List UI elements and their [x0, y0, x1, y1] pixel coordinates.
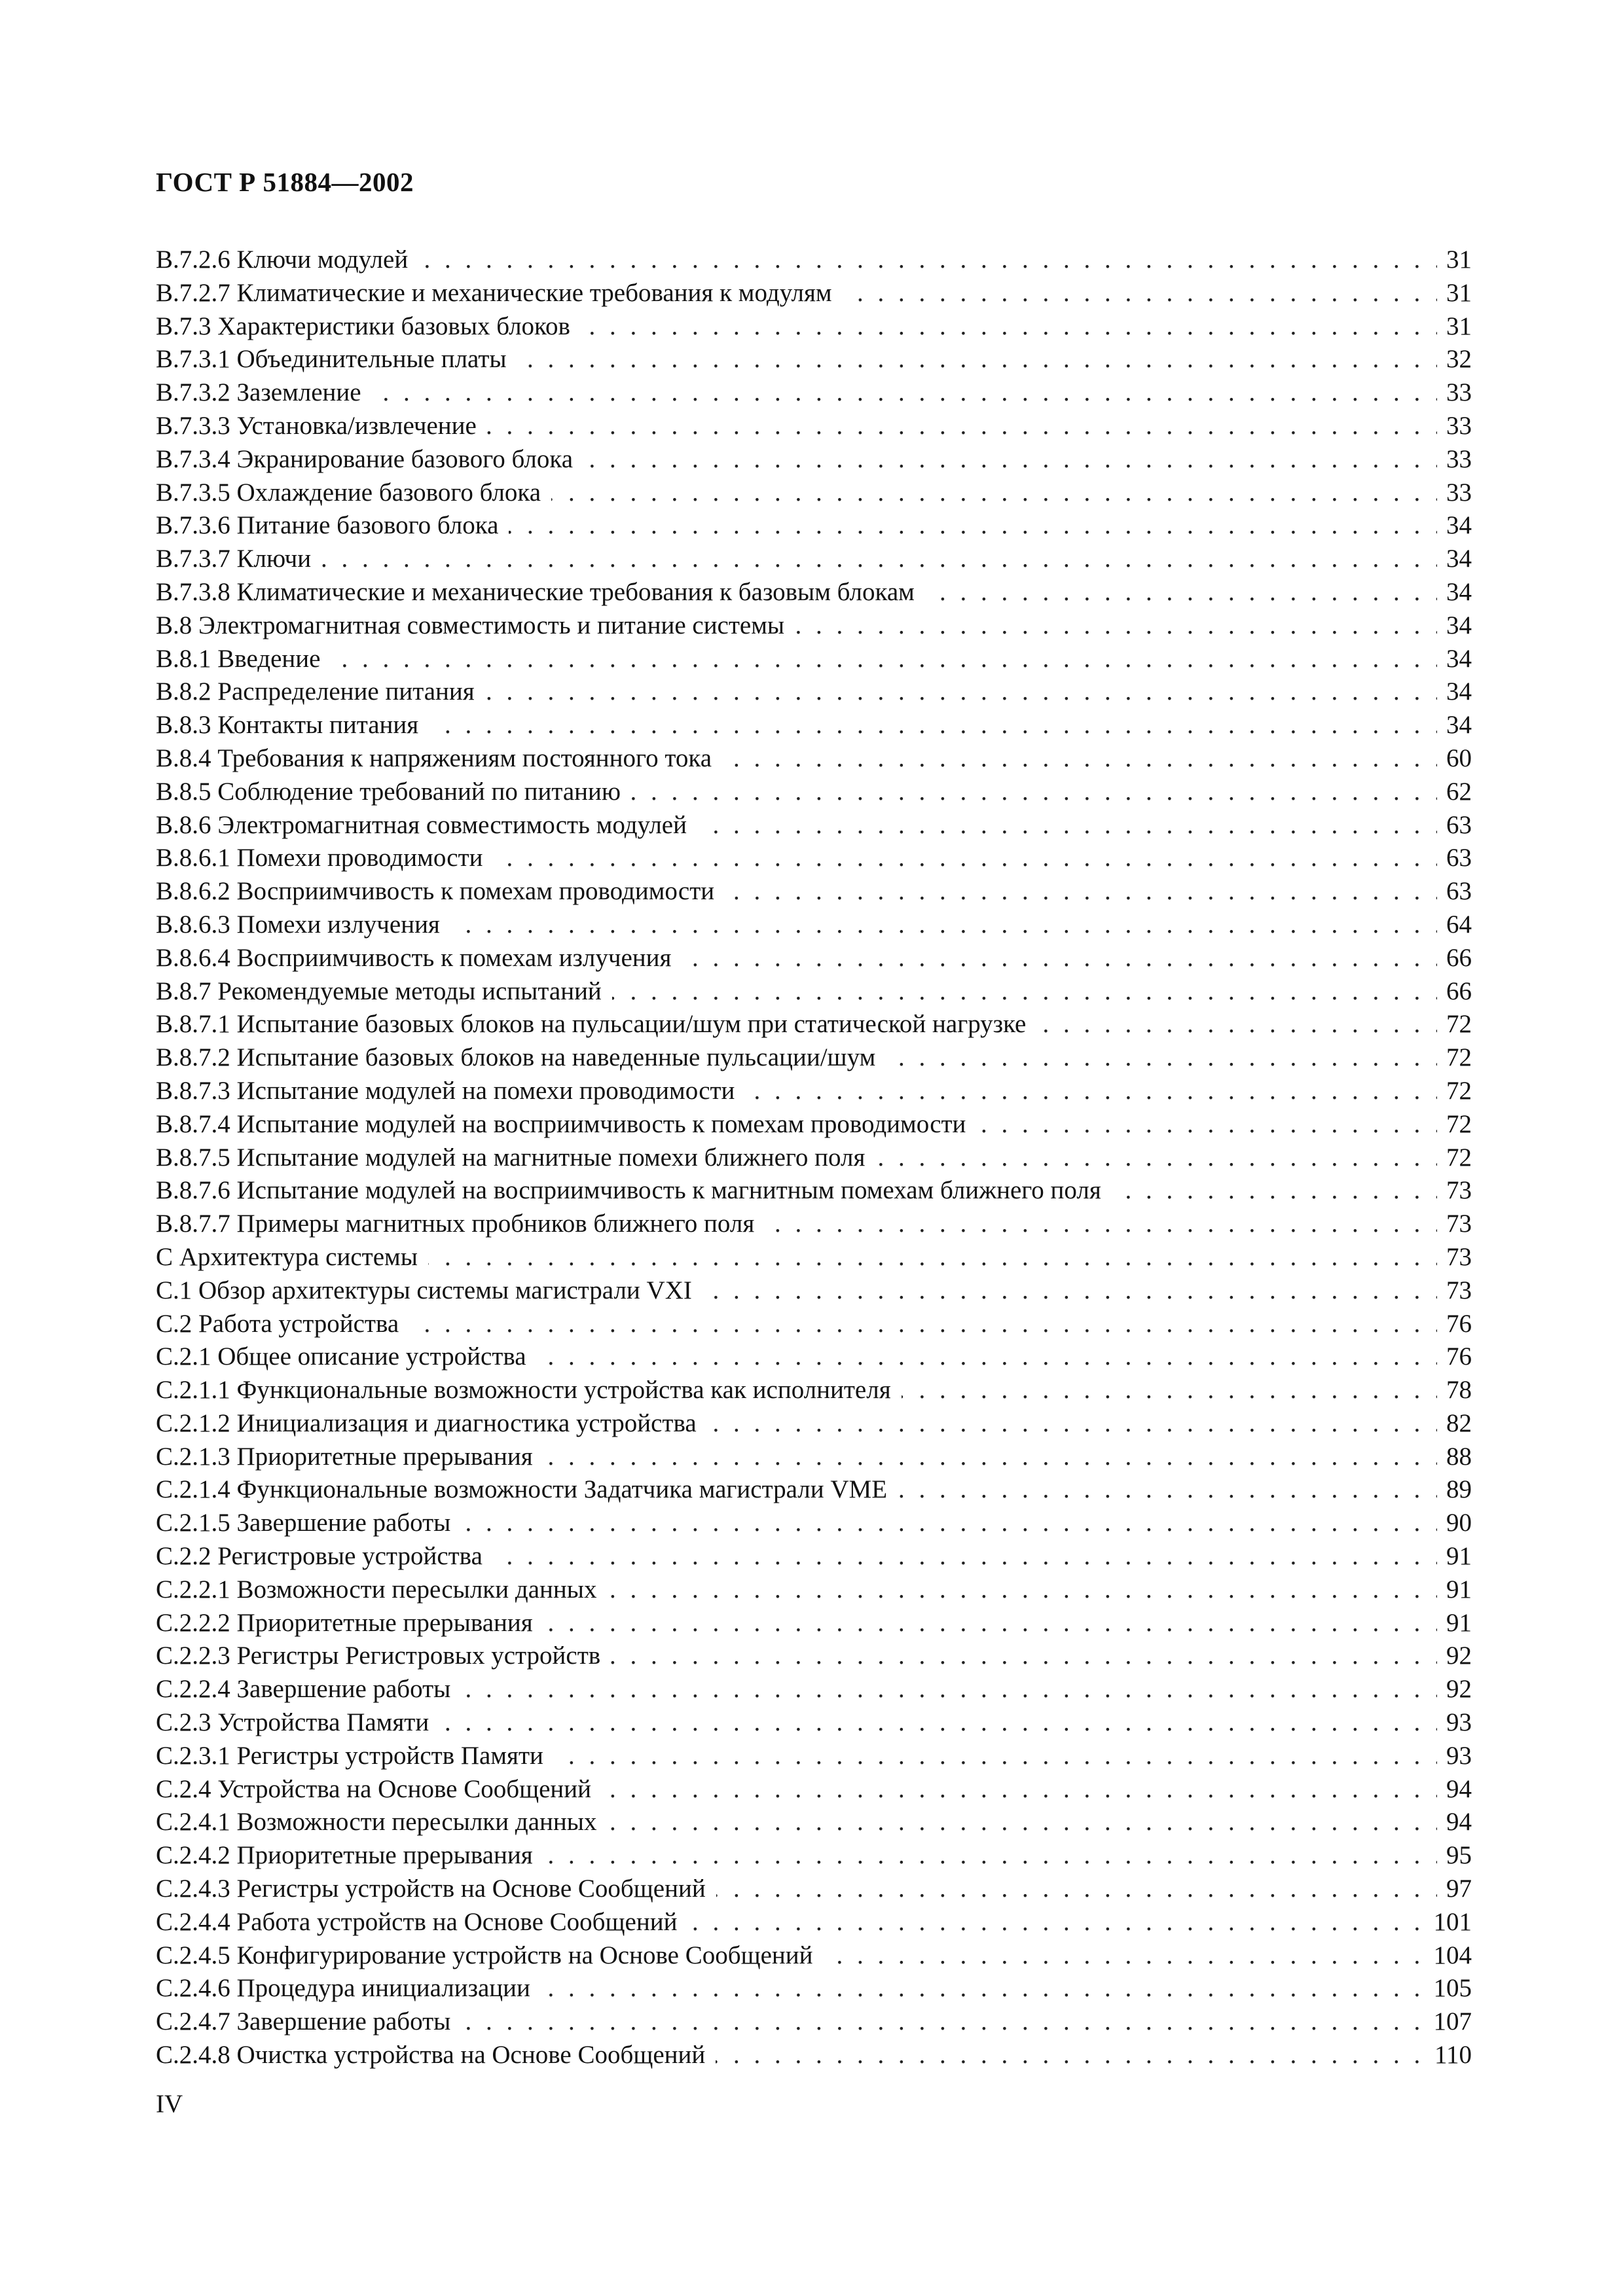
toc-entry [156, 2039, 1472, 2072]
toc-entry [156, 643, 1472, 676]
toc-entry-title: С.2.2.2 Приоритетные прерывания [156, 1607, 543, 1640]
toc-entry [156, 1008, 1472, 1041]
toc-entry [156, 1241, 1472, 1274]
toc-entry-title: B.8.7.5 Испытание модулей на магнитные помехи ближнего поля [156, 1141, 875, 1175]
toc-entry-title: B.8.7.1 Испытание базовых блоков на пульсации/шум при статической нагрузке [156, 1008, 1036, 1041]
toc-entry-page-number: 32 [1437, 343, 1472, 376]
toc-entry [156, 908, 1472, 942]
toc-entry [156, 2005, 1472, 2039]
toc-entry-page-number: 91 [1437, 1607, 1472, 1640]
toc-entry-page-number: 104 [1425, 1939, 1472, 1973]
toc-entry [156, 1806, 1472, 1839]
toc-entry-page-number: 73 [1437, 1174, 1472, 1208]
toc-entry-title: B.7.3.5 Охлаждение базового блока [156, 476, 551, 510]
toc-entry [156, 376, 1472, 410]
toc-entry-page-number: 92 [1437, 1673, 1472, 1706]
toc-entry [156, 1640, 1472, 1673]
toc-entry-page-number: 34 [1437, 576, 1472, 609]
toc-entry-page-number: 34 [1437, 609, 1472, 643]
toc-entry [156, 1208, 1472, 1241]
toc-entry-page-number: 60 [1437, 742, 1472, 776]
toc-entry-page-number: 72 [1437, 1108, 1472, 1141]
toc-entry-page-number: 72 [1437, 1075, 1472, 1108]
toc-entry-title: B.8.6 Электромагнитная совместимость модулей [156, 809, 697, 842]
toc-entry-page-number: 34 [1437, 543, 1472, 576]
toc-entry [156, 310, 1472, 344]
toc-entry-page-number: 33 [1437, 376, 1472, 410]
toc-entry [156, 1573, 1472, 1607]
toc-entry-page-number: 110 [1425, 2039, 1472, 2072]
toc-entry-page-number: 107 [1425, 2005, 1472, 2039]
toc-entry [156, 1939, 1472, 1973]
toc-entry-title: С.2.2 Регистровые устройства [156, 1540, 493, 1573]
toc-entry [156, 1407, 1472, 1441]
toc-entry-page-number: 93 [1437, 1740, 1472, 1773]
toc-entry [156, 443, 1472, 476]
toc-entry [156, 776, 1472, 809]
toc-entry [156, 1308, 1472, 1341]
toc-entry-title: B.8.7 Рекомендуемые методы испытаний [156, 975, 612, 1009]
toc-entry-title: B.8.7.3 Испытание модулей на помехи проводимости [156, 1075, 745, 1108]
toc-entry-page-number: 91 [1437, 1573, 1472, 1607]
toc-entry [156, 1473, 1472, 1507]
toc-entry-title: B.8.2 Распределение питания [156, 675, 485, 709]
toc-entry-title: B.7.3.4 Экранирование базового блока [156, 443, 583, 476]
toc-entry [156, 609, 1472, 643]
toc-entry-page-number: 82 [1437, 1407, 1472, 1441]
toc-entry [156, 809, 1472, 842]
toc-entry-title: С.2.2.4 Завершение работы [156, 1673, 461, 1706]
toc-entry [156, 343, 1472, 376]
toc-entry-title: С.2.4.4 Работа устройств на Основе Сообщений [156, 1906, 687, 1939]
toc-entry-title: С.2.2.1 Возможности пересылки данных [156, 1573, 607, 1607]
toc-entry-title: B.8.7.2 Испытание базовых блоков на наведенные пульсации/шум [156, 1041, 886, 1075]
toc-entry [156, 1041, 1472, 1075]
toc-entry-page-number: 101 [1425, 1906, 1472, 1939]
toc-entry [156, 675, 1472, 709]
toc-entry-title: С.2.4.5 Конфигурирование устройств на Основе Сообщений [156, 1939, 824, 1973]
toc-entry [156, 1706, 1472, 1740]
toc-entry-title: С.2 Работа устройства [156, 1308, 409, 1341]
toc-entry-page-number: 63 [1437, 842, 1472, 875]
toc-entry [156, 1108, 1472, 1141]
toc-entry-page-number: 76 [1437, 1340, 1472, 1374]
toc-entry-page-number: 89 [1437, 1473, 1472, 1507]
toc-entry [156, 875, 1472, 908]
toc-entry-title: B.8.6.1 Помехи проводимости [156, 842, 494, 875]
toc-entry [156, 1141, 1472, 1175]
toc-entry-title: С.2.2.3 Регистры Регистровых устройств [156, 1640, 611, 1673]
toc-entry-title: B.7.3.8 Климатические и механические требования к базовым блокам [156, 576, 925, 609]
toc-entry [156, 1507, 1472, 1540]
toc-entry-page-number: 88 [1437, 1441, 1472, 1474]
toc-entry-title: B.7.3.3 Установка/извлечение [156, 410, 487, 443]
toc-entry-title: С.2.3.1 Регистры устройств Памяти [156, 1740, 554, 1773]
toc-entry [156, 576, 1472, 609]
toc-entry-page-number: 31 [1437, 243, 1472, 277]
toc-entry-page-number: 105 [1425, 1972, 1472, 2005]
toc-entry-page-number: 78 [1437, 1374, 1472, 1407]
toc-entry-title: B.7.3.2 Заземление [156, 376, 372, 410]
toc-entry [156, 1873, 1472, 1906]
toc-entry-page-number: 91 [1437, 1540, 1472, 1573]
toc-entry-page-number: 95 [1437, 1839, 1472, 1873]
toc-entry [156, 1740, 1472, 1773]
toc-entry [156, 1374, 1472, 1407]
toc-entry-title: B.7.3.1 Объединительные платы [156, 343, 517, 376]
toc-entry-title: С.2.4.1 Возможности пересылки данных [156, 1806, 607, 1839]
toc-entry [156, 277, 1472, 310]
toc-entry-title: B.8.3 Контакты питания [156, 709, 429, 742]
toc-entry-page-number: 31 [1437, 310, 1472, 344]
toc-entry-title: B.8.7.4 Испытание модулей на восприимчивость к помехам проводимости [156, 1108, 976, 1141]
toc-entry-page-number: 66 [1437, 942, 1472, 975]
toc-entry [156, 243, 1472, 277]
toc-entry [156, 842, 1472, 875]
toc-entry-title: С.2.4.2 Приоритетные прерывания [156, 1839, 543, 1873]
toc-entry-title: B.8.7.7 Примеры магнитных пробников ближнего поля [156, 1208, 765, 1241]
toc-entry-page-number: 97 [1437, 1873, 1472, 1906]
toc-entry-page-number: 33 [1437, 443, 1472, 476]
toc-entry-title: С.2.1.1 Функциональные возможности устройства как исполнителя [156, 1374, 902, 1407]
toc-entry-title: B.8.6.4 Восприимчивость к помехам излучения [156, 942, 682, 975]
toc-entry-title: B.7.3 Характеристики базовых блоков [156, 310, 581, 344]
toc-entry-title: B.7.3.6 Питание базового блока [156, 509, 509, 543]
toc-entry-title: B.7.3.7 Ключи [156, 543, 321, 576]
toc-entry-title: С.2.3 Устройства Памяти [156, 1706, 439, 1740]
toc-entry-page-number: 64 [1437, 908, 1472, 942]
toc-entry [156, 1673, 1472, 1706]
toc-entry-page-number: 33 [1437, 410, 1472, 443]
toc-entry [156, 1174, 1472, 1208]
toc-entry-page-number: 92 [1437, 1640, 1472, 1673]
toc-entry-page-number: 34 [1437, 643, 1472, 676]
toc-entry-page-number: 90 [1437, 1507, 1472, 1540]
toc-entry-title: С.2.1.3 Приоритетные прерывания [156, 1441, 543, 1474]
toc-entry-title: С Архитектура системы [156, 1241, 428, 1274]
toc-entry [156, 1540, 1472, 1573]
toc-entry-page-number: 73 [1437, 1241, 1472, 1274]
toc-entry-title: С.2.4.3 Регистры устройств на Основе Сообщений [156, 1873, 716, 1906]
toc-entry [156, 1607, 1472, 1640]
toc-entry-page-number: 94 [1437, 1773, 1472, 1806]
toc-entry-page-number: 76 [1437, 1308, 1472, 1341]
toc-entry-page-number: 34 [1437, 509, 1472, 543]
toc-entry [156, 1441, 1472, 1474]
toc-entry-page-number: 63 [1437, 875, 1472, 908]
toc-entry [156, 476, 1472, 510]
toc-entry [156, 1274, 1472, 1308]
toc-entry-title: С.2.4.7 Завершение работы [156, 2005, 461, 2039]
toc-entry [156, 1906, 1472, 1939]
toc-entry-page-number: 33 [1437, 476, 1472, 510]
toc-entry [156, 1972, 1472, 2005]
toc-entry [156, 1839, 1472, 1873]
toc-entry-page-number: 94 [1437, 1806, 1472, 1839]
table-of-contents [156, 243, 1472, 2072]
toc-entry-title: B.7.2.7 Климатические и механические требования к модулям [156, 277, 843, 310]
toc-entry-page-number: 72 [1437, 1008, 1472, 1041]
toc-entry-title: С.1 Обзор архитектуры системы магистрали VXI [156, 1274, 702, 1308]
toc-entry-page-number: 62 [1437, 776, 1472, 809]
toc-entry-title: B.8.6.2 Восприимчивость к помехам проводимости [156, 875, 725, 908]
page-number: IV [156, 2090, 183, 2118]
toc-entry [156, 975, 1472, 1009]
toc-entry [156, 942, 1472, 975]
toc-entry-page-number: 34 [1437, 709, 1472, 742]
toc-entry [156, 1075, 1472, 1108]
toc-entry-page-number: 72 [1437, 1041, 1472, 1075]
toc-entry-title: B.8.6.3 Помехи излучения [156, 908, 450, 942]
toc-entry-title: B.8.5 Соблюдение требований по питанию [156, 776, 631, 809]
toc-entry-title: B.8.4 Требования к напряжениям постоянного тока [156, 742, 722, 776]
toc-entry-title: B.8.1 Введение [156, 643, 331, 676]
toc-entry-title: С.2.4 Устройства на Основе Сообщений [156, 1773, 602, 1806]
toc-entry-title: B.8.7.6 Испытание модулей на восприимчивость к магнитным помехам ближнего поля [156, 1174, 1112, 1208]
toc-entry-title: С.2.4.6 Процедура инициализации [156, 1972, 541, 2005]
toc-entry-page-number: 73 [1437, 1274, 1472, 1308]
toc-entry-title: С.2.1.2 Инициализация и диагностика устройства [156, 1407, 707, 1441]
toc-entry [156, 709, 1472, 742]
toc-entry-page-number: 66 [1437, 975, 1472, 1009]
toc-entry-title: С.2.1 Общее описание устройства [156, 1340, 537, 1374]
toc-entry-page-number: 31 [1437, 277, 1472, 310]
toc-entry [156, 742, 1472, 776]
toc-entry-title: B.7.2.6 Ключи модулей [156, 243, 418, 277]
toc-entry [156, 1340, 1472, 1374]
toc-entry [156, 1773, 1472, 1806]
toc-entry [156, 410, 1472, 443]
toc-entry-title: B.8 Электромагнитная совместимость и питание системы [156, 609, 795, 643]
toc-entry-page-number: 72 [1437, 1141, 1472, 1175]
document-header-title: ГОСТ Р 51884—2002 [156, 167, 414, 197]
toc-entry-title: С.2.1.4 Функциональные возможности Задатчика магистрали VME [156, 1473, 898, 1507]
toc-entry-page-number: 73 [1437, 1208, 1472, 1241]
toc-entry [156, 509, 1472, 543]
toc-entry [156, 543, 1472, 576]
toc-entry-page-number: 34 [1437, 675, 1472, 709]
toc-entry-page-number: 63 [1437, 809, 1472, 842]
toc-entry-title: С.2.4.8 Очистка устройства на Основе Сообщений [156, 2039, 716, 2072]
toc-entry-page-number: 93 [1437, 1706, 1472, 1740]
toc-entry-title: С.2.1.5 Завершение работы [156, 1507, 461, 1540]
